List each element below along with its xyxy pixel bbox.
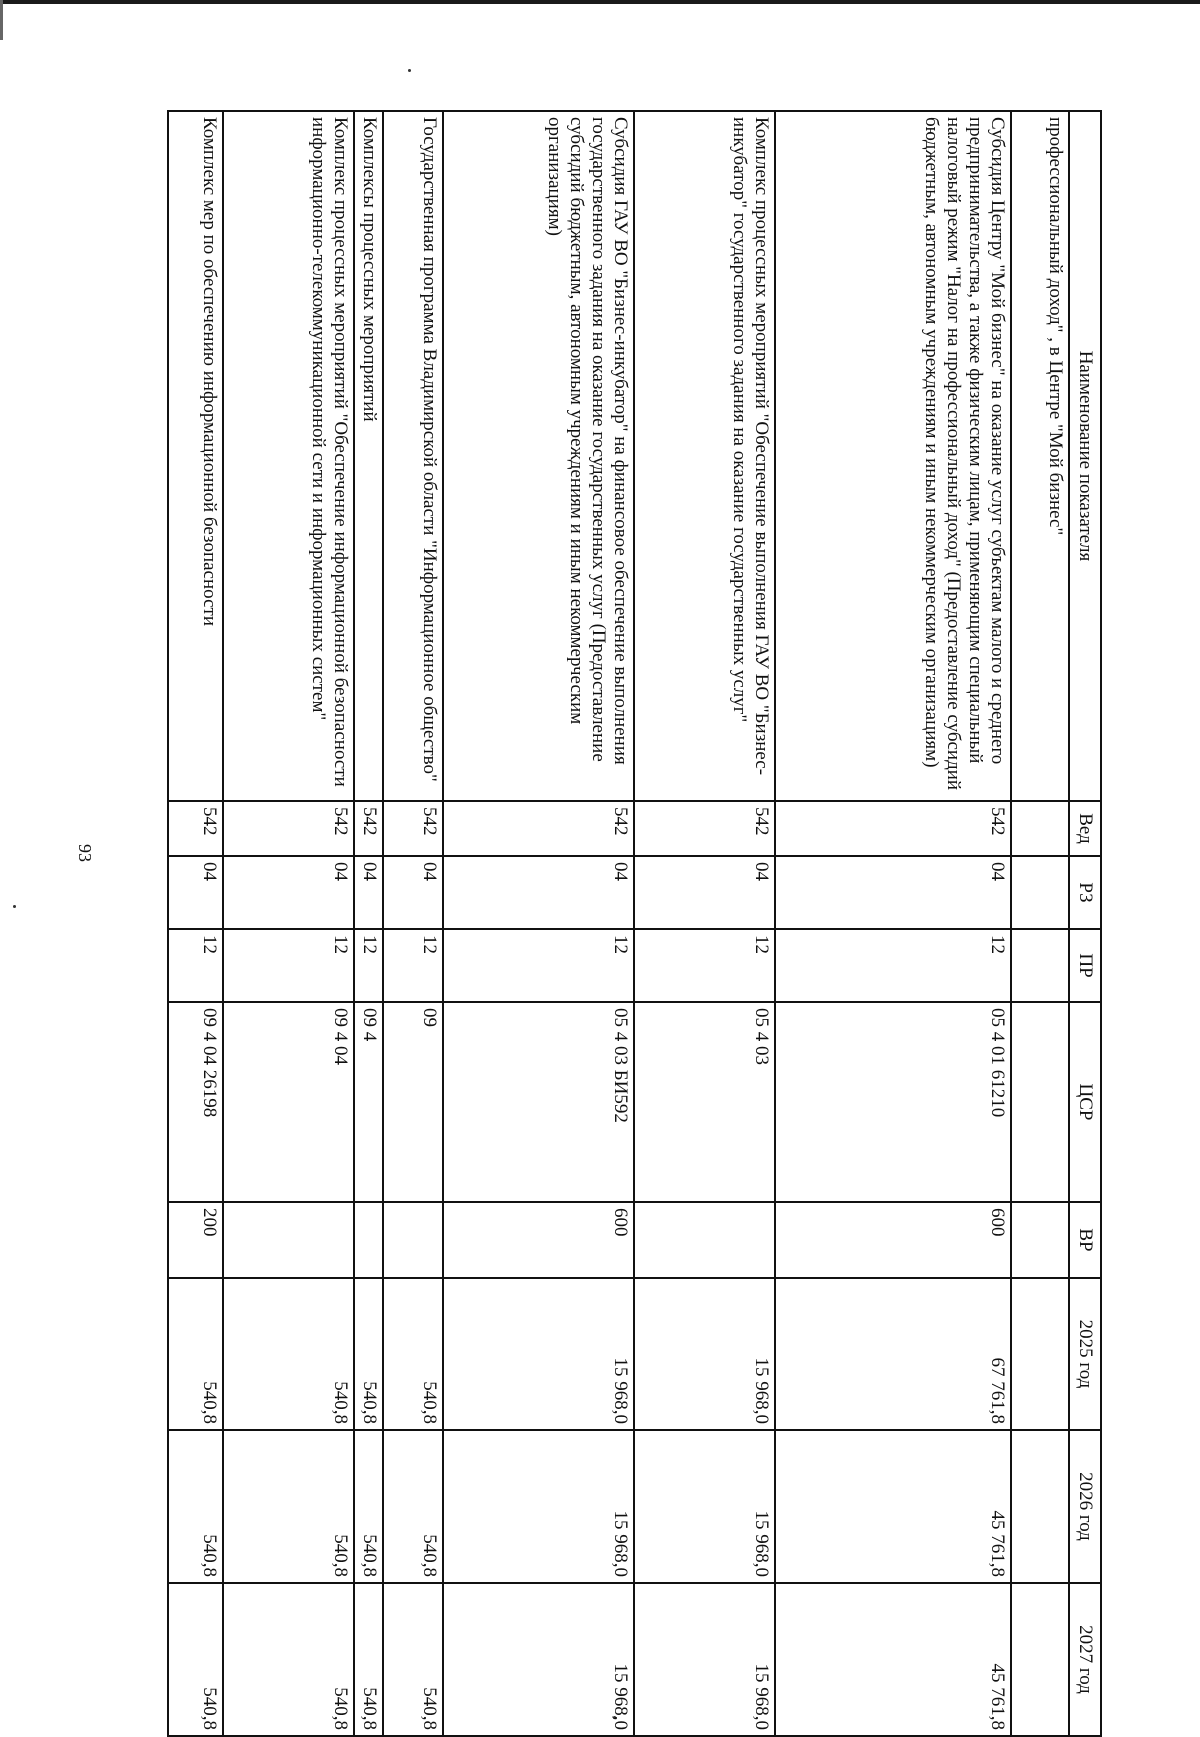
cell-pr: 12 [354, 929, 384, 1002]
cell-name: профессиональный доход" , в Центре "Мой бизнес" [1011, 111, 1069, 801]
cell-name: Комплекс процессных мероприятий "Обеспечение выполнения ГАУ ВО "Бизнес-инкубатор" государственного задания на оказание государственных услуг" [634, 111, 775, 801]
cell-2026 [1011, 1430, 1069, 1583]
cell-ved: 542 [223, 801, 354, 856]
cell-rz: 04 [443, 856, 634, 929]
scan-speck [408, 69, 411, 72]
cell-pr: 12 [775, 929, 1011, 1002]
table-row [383, 111, 442, 1736]
col-header-2027: 2027 год [1069, 1583, 1101, 1736]
cell-csr [1011, 1002, 1069, 1202]
cell-2025: 540,8 [383, 1278, 442, 1430]
cell-rz: 04 [168, 856, 223, 929]
col-header-2026: 2026 год [1069, 1430, 1101, 1583]
cell-name: Комплекс процессных мероприятий "Обеспечение информационной безопасности информационно-телекоммуникационной сети и информационных систем" [223, 111, 354, 801]
cell-2025: 540,8 [168, 1278, 223, 1430]
cell-2025: 15 968,0 [443, 1278, 634, 1430]
cell-ved [1011, 801, 1069, 856]
cell-csr: 09 4 [354, 1002, 384, 1202]
cell-vr: 600 [443, 1202, 634, 1278]
cell-ved: 542 [634, 801, 775, 856]
cell-2027: 540,8 [223, 1583, 354, 1736]
cell-2027: 15 968,0 [634, 1583, 775, 1736]
cell-name: Комплексы процессных мероприятий [354, 111, 384, 801]
col-header-vr: ВР [1069, 1202, 1101, 1278]
cell-rz: 04 [354, 856, 384, 929]
cell-name: Государственная программа Владимирской области "Информационное общество" [383, 111, 442, 801]
cell-name: Субсидия ГАУ ВО "Бизнес-инкубатор" на финансовое обеспечение выполнения государственного задания на оказание государственных услуг (Предоставление субсидий бюджетным, автономным учреждениям и иным некоммерческим организациям) [443, 111, 634, 801]
table-row [223, 111, 354, 1736]
cell-rz: 04 [223, 856, 354, 929]
cell-vr [1011, 1202, 1069, 1278]
cell-csr: 09 4 04 [223, 1002, 354, 1202]
cell-rz: 04 [383, 856, 442, 929]
cell-rz [1011, 856, 1069, 929]
cell-2026: 540,8 [383, 1430, 442, 1583]
col-header-name: Наименование показателя [1069, 111, 1101, 801]
cell-vr [223, 1202, 354, 1278]
cell-2025 [1011, 1278, 1069, 1430]
budget-table [167, 110, 1102, 1737]
cell-csr: 09 [383, 1002, 442, 1202]
cell-2027: 45 761,8 [775, 1583, 1011, 1736]
col-header-2025: 2025 год [1069, 1278, 1101, 1430]
cell-rz: 04 [775, 856, 1011, 929]
cell-pr [1011, 929, 1069, 1002]
cell-2026: 540,8 [354, 1430, 384, 1583]
cell-vr: 200 [168, 1202, 223, 1278]
cell-2026: 540,8 [168, 1430, 223, 1583]
cell-2025: 540,8 [354, 1278, 384, 1430]
cell-2026: 15 968,0 [634, 1430, 775, 1583]
cell-name: Комплекс мер по обеспечению информационной безопасности [168, 111, 223, 801]
cell-pr: 12 [383, 929, 442, 1002]
cell-vr: 600 [775, 1202, 1011, 1278]
cell-pr: 12 [223, 929, 354, 1002]
cell-2025: 540,8 [223, 1278, 354, 1430]
table-row [168, 111, 223, 1736]
cell-2025: 15 968,0 [634, 1278, 775, 1430]
cell-2025: 67 761,8 [775, 1278, 1011, 1430]
cell-2026: 15 968,0 [443, 1430, 634, 1583]
cell-2027: 540,8 [168, 1583, 223, 1736]
table-row [1011, 111, 1069, 1736]
rotated-table-container [167, 110, 1102, 1735]
cell-vr [354, 1202, 384, 1278]
cell-ved: 542 [354, 801, 384, 856]
cell-csr: 05 4 03 [634, 1002, 775, 1202]
cell-ved: 542 [443, 801, 634, 856]
col-header-ved: Вед [1069, 801, 1101, 856]
cell-name: Субсидия Центру "Мой бизнес" на оказание услуг субъектам малого и среднего предпринимательства, а также физическим лицам, применяющим специальный налоговый режим "Налог на профессиональный доход" (Предоставление субсидий бюджетным, автономным учреждениям и иным некоммерческим организациям) [775, 111, 1011, 801]
cell-csr: 05 4 03 БИ592 [443, 1002, 634, 1202]
table-header-row [1069, 111, 1101, 1736]
cell-2026: 540,8 [223, 1430, 354, 1583]
cell-csr: 05 4 01 61210 [775, 1002, 1011, 1202]
scan-edge-left [0, 0, 3, 40]
cell-2027: 540,8 [354, 1583, 384, 1736]
cell-rz: 04 [634, 856, 775, 929]
cell-2026: 45 761,8 [775, 1430, 1011, 1583]
cell-2027 [1011, 1583, 1069, 1736]
col-header-rz: РЗ [1069, 856, 1101, 929]
cell-pr: 12 [634, 929, 775, 1002]
cell-ved: 542 [168, 801, 223, 856]
cell-ved: 542 [775, 801, 1011, 856]
cell-vr [383, 1202, 442, 1278]
cell-vr [634, 1202, 775, 1278]
col-header-pr: ПР [1069, 929, 1101, 1002]
table-row [443, 111, 634, 1736]
cell-2027: 15 968,0 [443, 1583, 634, 1736]
col-header-csr: ЦСР [1069, 1002, 1101, 1202]
scan-edge-top [0, 0, 1200, 4]
cell-pr: 12 [168, 929, 223, 1002]
table-row [354, 111, 384, 1736]
cell-2027: 540,8 [383, 1583, 442, 1736]
table-row [775, 111, 1011, 1736]
cell-ved: 542 [383, 801, 442, 856]
cell-pr: 12 [443, 929, 634, 1002]
table-row [634, 111, 775, 1736]
cell-csr: 09 4 04 26198 [168, 1002, 223, 1202]
scan-speck [13, 905, 16, 908]
page-number: 93 [75, 844, 95, 862]
